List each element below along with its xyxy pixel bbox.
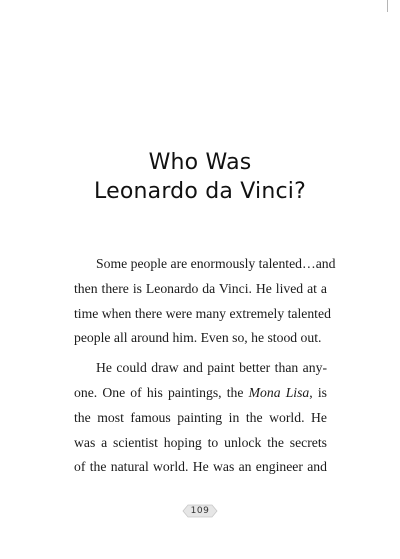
text-line: He could draw and paint better than any-: [96, 360, 327, 376]
page-number: 109: [190, 506, 210, 516]
body-text: [74, 252, 336, 485]
paragraph-1: [74, 252, 336, 351]
text-line: [74, 381, 327, 406]
page-number-badge: [182, 504, 218, 518]
text-run: , is: [309, 384, 327, 400]
paragraph-2: [74, 356, 327, 480]
text-line: of the natural world. He was an engineer and: [74, 459, 327, 475]
artwork-title: Mona Lisa: [248, 384, 310, 400]
text-run: one. One of his paintings, the: [74, 384, 249, 400]
text-line: people all around him. Even so, he stood out.: [74, 330, 322, 346]
text-line: then there is Leonardo da Vinci. He lived at a: [74, 280, 327, 296]
chapter-title-line-1: Who Was: [148, 150, 252, 175]
text-line: was a scientist hoping to unlock the secrets: [74, 434, 327, 450]
chapter-title-line-2: Leonardo da Vinci?: [94, 179, 306, 204]
chapter-title: [0, 148, 400, 206]
text-line: the most famous painting in the world. He: [74, 409, 327, 425]
text-line: time when there were many extremely talented: [74, 305, 331, 321]
text-line: Some people are enormously talented…and: [96, 256, 336, 271]
page-edge-mark: [387, 0, 388, 12]
